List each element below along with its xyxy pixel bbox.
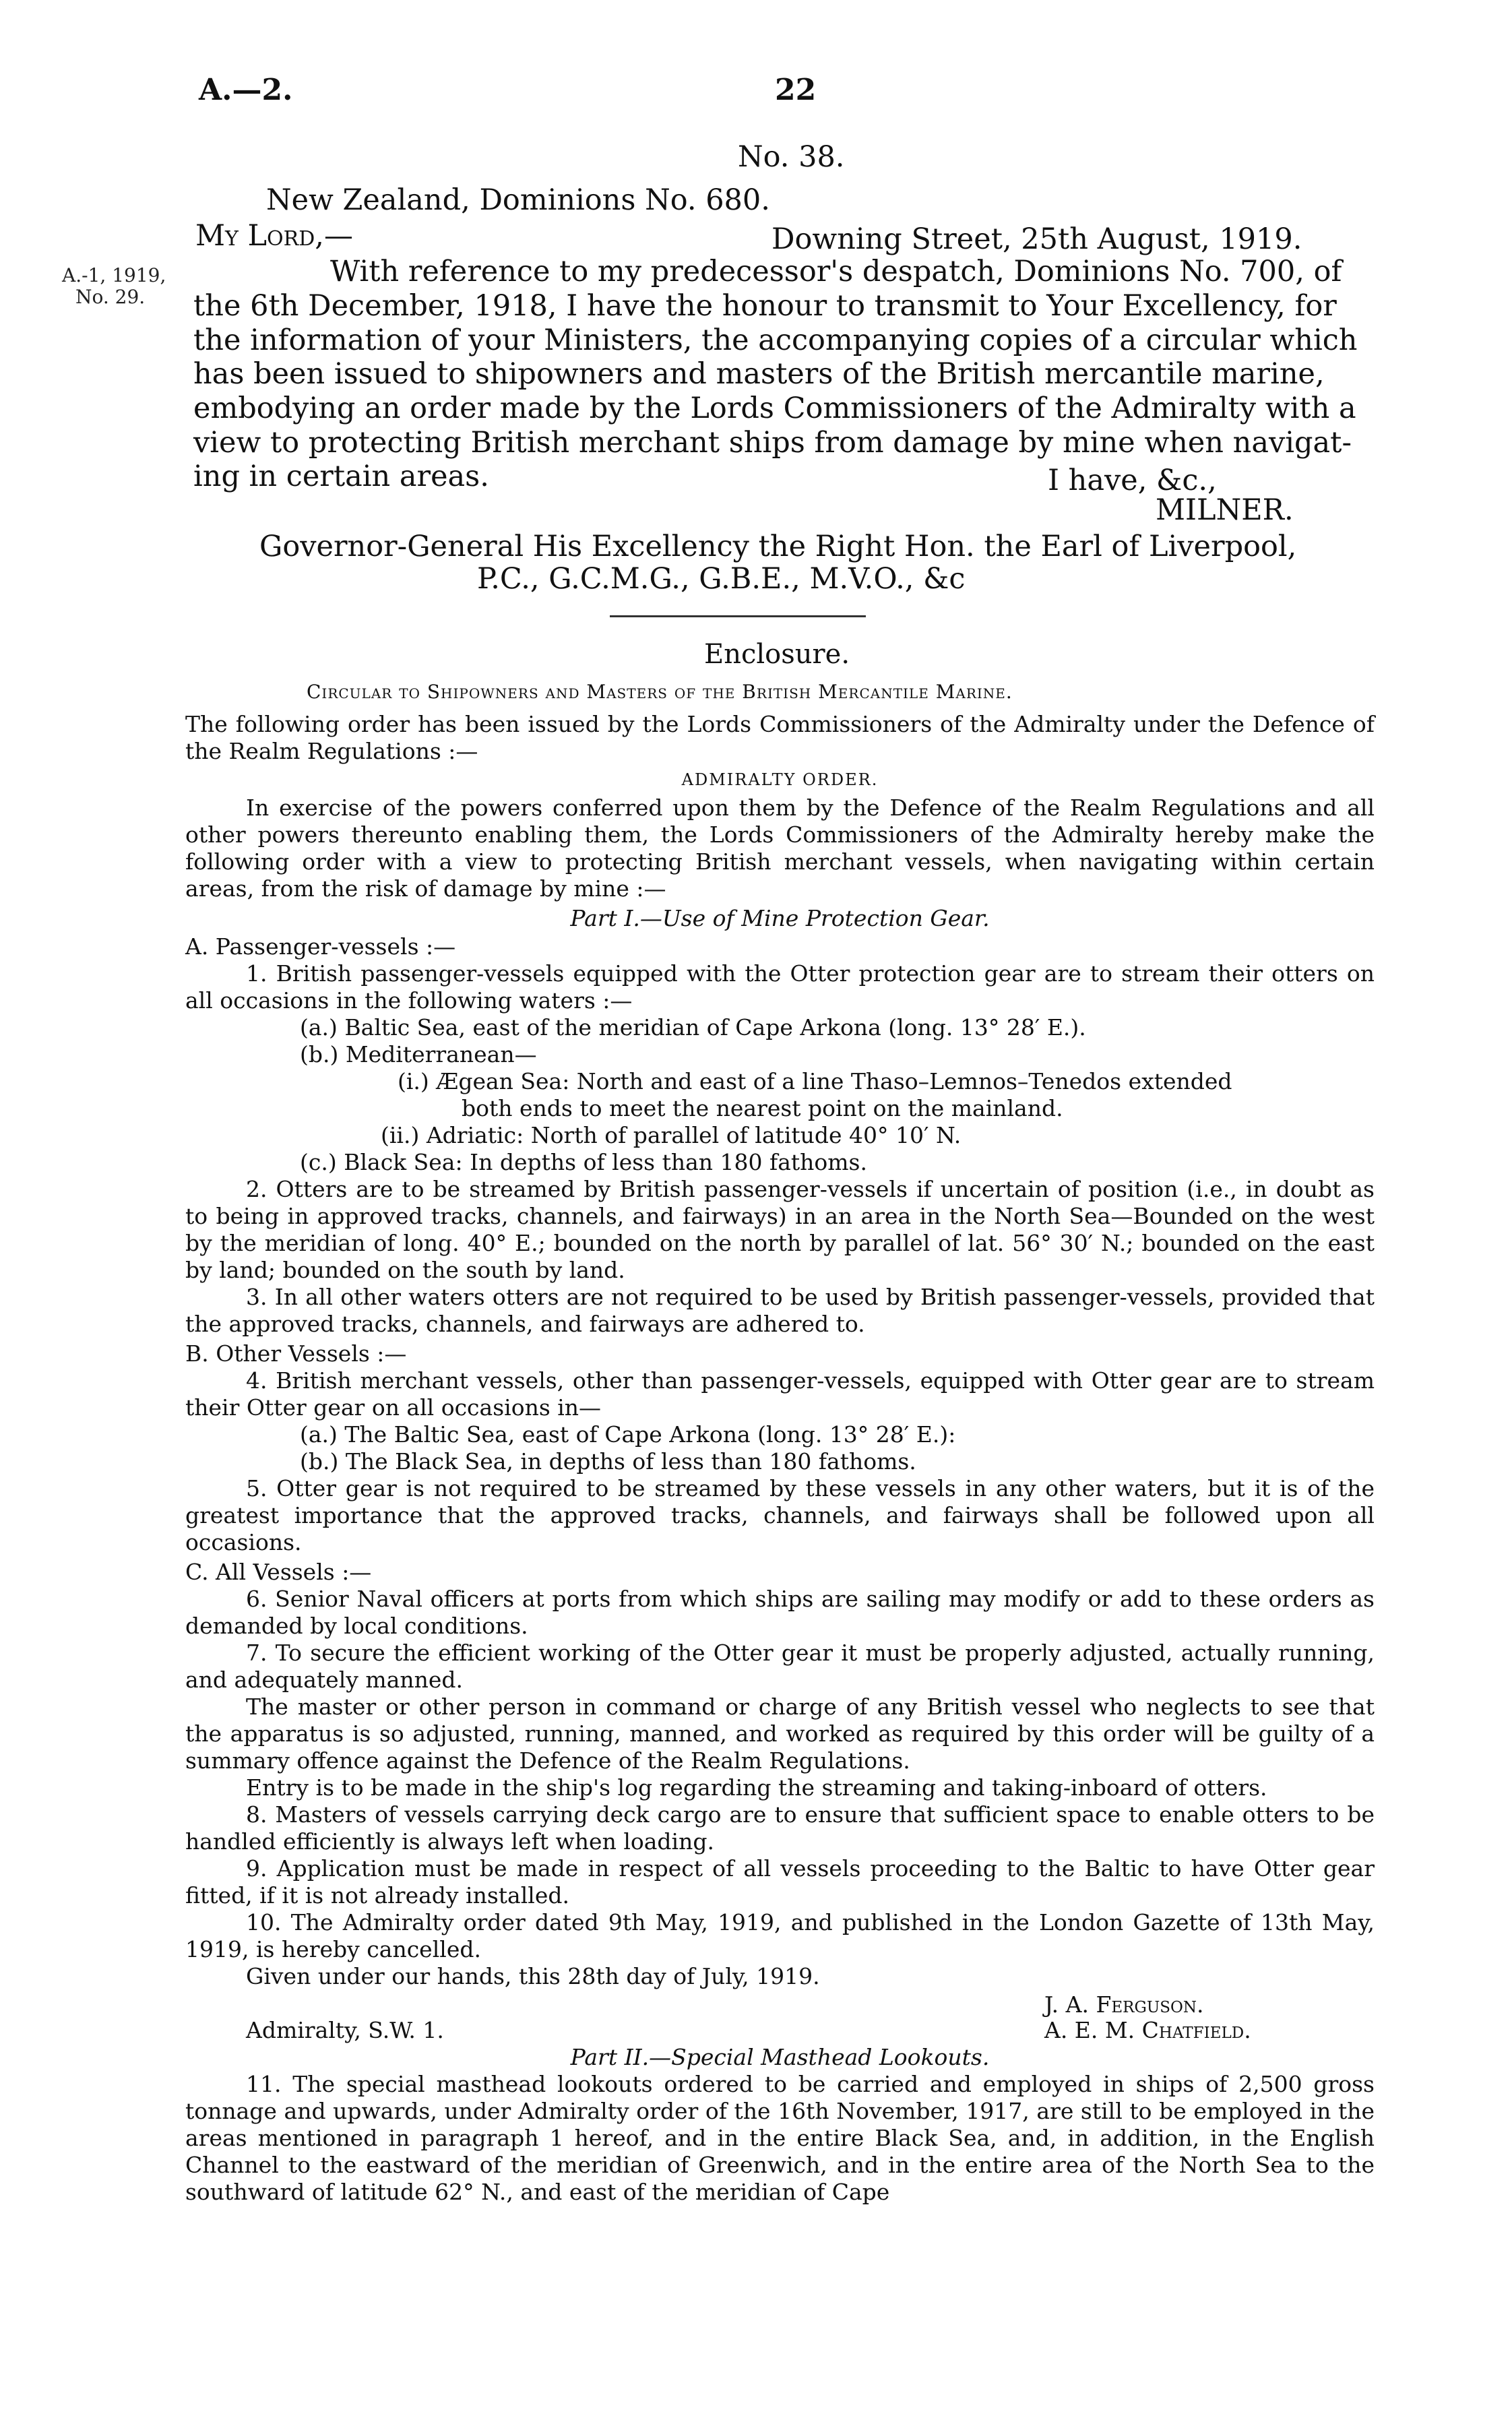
despatch-line: With reference to my predecessor's despatch, Dominions No. 700, of: [330, 255, 1342, 288]
order-title: ADMIRALTY ORDER.: [681, 770, 879, 789]
enclosure-body: [185, 711, 1375, 2206]
paragraph-1-subitem: (ii.) Adriatic: North of parallel of latitude 40° 10′ N.: [381, 1122, 962, 1148]
despatch-line: the information of your Ministers, the accompanying copies of a circular which: [193, 323, 1358, 357]
despatch-line: view to protecting British merchant ships from damage by mine when navigat-: [193, 426, 1352, 460]
signer-ferguson: J. A. Ferguson.: [1044, 1991, 1204, 2018]
paragraph-7: 7. To secure the efficient working of the Otter gear it must be properly adjusted, actually running, and adequately manned.: [185, 1640, 1375, 1693]
paragraph-1: 1. British passenger-vessels equipped with the Otter protection gear are to stream their otters on all occasions in the following waters :—: [185, 960, 1375, 1014]
enclosure-title: Enclosure.: [704, 639, 850, 670]
addressee-honours: P.C., G.C.M.G., G.B.E., M.V.O., &c: [477, 562, 966, 596]
order-preamble: In exercise of the powers conferred upon them by the Defence of the Realm Regulations and all other powers thereunto enabling them, the Lords Commissioners of the Admiralty hereby make the following order with a view to protecting British merchant vessels, when navigating within certain areas, from the risk of damage by mine :—: [185, 795, 1375, 902]
paragraph-11: 11. The special masthead lookouts ordered to be carried and employed in ships of 2,500 gross tonnage and upwards, under Admiralty order of the 16th November, 1917, are still to be employed in the areas mentioned in paragraph 1 hereof, and in the entire Black Sea, and, in addition, in the English Channel to the eastward of the meridian of Greenwich, and in the entire area of the North Sea to the southward of latitude 62° N., and east of the meridian of Cape: [185, 2071, 1375, 2205]
page-number: 22: [775, 73, 817, 107]
section-b-heading: B. Other Vessels :—: [185, 1340, 407, 1367]
paragraph-1-item: (b.) Mediterranean—: [300, 1041, 537, 1067]
part-two-title: Part II.—Special Masthead Lookouts.: [570, 2044, 990, 2070]
paragraph-3: 3. In all other waters otters are not required to be used by British passenger-vessels, provided that the approved tracks, channels, and fairways are adhered to.: [185, 1284, 1375, 1337]
section-c-heading: C. All Vessels :—: [185, 1559, 372, 1585]
admiralty-address: Admiralty, S.W. 1.: [246, 2017, 444, 2043]
circular-title: Circular to Shipowners and Masters of the British Mercantile Marine.: [307, 681, 1013, 703]
section-a-heading: A. Passenger-vessels :—: [185, 933, 456, 960]
despatch-line: ing in certain areas.: [193, 460, 489, 493]
despatch-line: embodying an order made by the Lords Commissioners of the Admiralty with a: [193, 392, 1356, 425]
dominions-number: New Zealand, Dominions No. 680.: [266, 183, 770, 217]
paragraph-1-item: (c.) Black Sea: In depths of less than 180 fathoms.: [300, 1149, 867, 1175]
paragraph-8: 8. Masters of vessels carrying deck cargo are to ensure that sufficient space to enable otters to be handled efficiently is always left when loading.: [185, 1801, 1375, 1855]
part-one-title: Part I.—Use of Mine Protection Gear.: [570, 905, 990, 931]
margin-reference: A.-1, 1919,: [62, 264, 166, 286]
circular-intro: The following order has been issued by the Lords Commissioners of the Admiralty under the Defence of the Realm Regulations :—: [185, 711, 1375, 764]
separator-rule: [610, 615, 866, 617]
despatch-number: No. 38.: [738, 140, 845, 174]
despatch-line: the 6th December, 1918, I have the honour to transmit to Your Excellency, for: [193, 289, 1337, 323]
paragraph-1-subitem: (i.) Ægean Sea: North and east of a line Thaso–Lemnos–Tenedos extended: [398, 1068, 1232, 1094]
signature: MILNER.: [1156, 493, 1294, 527]
paragraph-7-log-entry: Entry is to be made in the ship's log regarding the streaming and taking-inboard of otters.: [246, 1774, 1267, 1801]
paragraph-1-item: (a.) Baltic Sea, east of the meridian of Cape Arkona (long. 13° 28′ E.).: [300, 1014, 1086, 1041]
place-date: Downing Street, 25th August, 1919.: [771, 222, 1302, 256]
series-reference: A.—2.: [199, 73, 293, 107]
paragraph-1-subitem-cont: both ends to meet the nearest point on the mainland.: [462, 1095, 1063, 1121]
given-under-hands: Given under our hands, this 28th day of July, 1919.: [246, 1963, 820, 1989]
paragraph-9: 9. Application must be made in respect of all vessels proceeding to the Baltic to have Otter gear fitted, if it is not already installed.: [185, 1855, 1375, 1909]
signature-block: [185, 1990, 1375, 2044]
paragraph-7-penalty: The master or other person in command or charge of any British vessel who neglects to see that the apparatus is so adjusted, running, manned, and worked as required by this order will be guilty of a summary offence against the Defence of the Realm Regulations.: [185, 1694, 1375, 1774]
margin-reference-number: No. 29.: [75, 286, 146, 308]
salutation: My Lord,—: [195, 219, 353, 253]
paragraph-5: 5. Otter gear is not required to be streamed by these vessels in any other waters, but it is of the greatest importance that the approved tracks, channels, and fairways shall be followed upon all occasions.: [185, 1475, 1375, 1555]
paragraph-4-item: (a.) The Baltic Sea, east of Cape Arkona (long. 13° 28′ E.):: [300, 1421, 956, 1448]
despatch-line: has been issued to shipowners and masters of the British mercantile marine,: [193, 357, 1325, 391]
paragraph-4: 4. British merchant vessels, other than passenger-vessels, equipped with Otter gear are to stream their Otter gear on all occasions in—: [185, 1367, 1375, 1421]
closing: I have, &c.,: [1048, 464, 1217, 497]
addressee: Governor-General His Excellency the Right Hon. the Earl of Liverpool,: [259, 530, 1297, 563]
paragraph-2: 2. Otters are to be streamed by British passenger-vessels if uncertain of position (i.e., in doubt as to being in approved tracks, channels, and fairways) in an area in the North Sea—Bounded on the west by the meridian of long. 40° E.; bounded on the north by parallel of lat. 56° 30′ N.; bounded on the east by land; bounded on the south by land.: [185, 1176, 1375, 1283]
paragraph-6: 6. Senior Naval officers at ports from which ships are sailing may modify or add to these orders as demanded by local conditions.: [185, 1586, 1375, 1639]
signer-chatfield: A. E. M. Chatfield.: [1044, 2017, 1251, 2043]
paragraph-4-item: (b.) The Black Sea, in depths of less than 180 fathoms.: [300, 1448, 916, 1475]
paragraph-10: 10. The Admiralty order dated 9th May, 1919, and published in the London Gazette of 13th May, 1919, is hereby cancelled.: [185, 1909, 1375, 1962]
